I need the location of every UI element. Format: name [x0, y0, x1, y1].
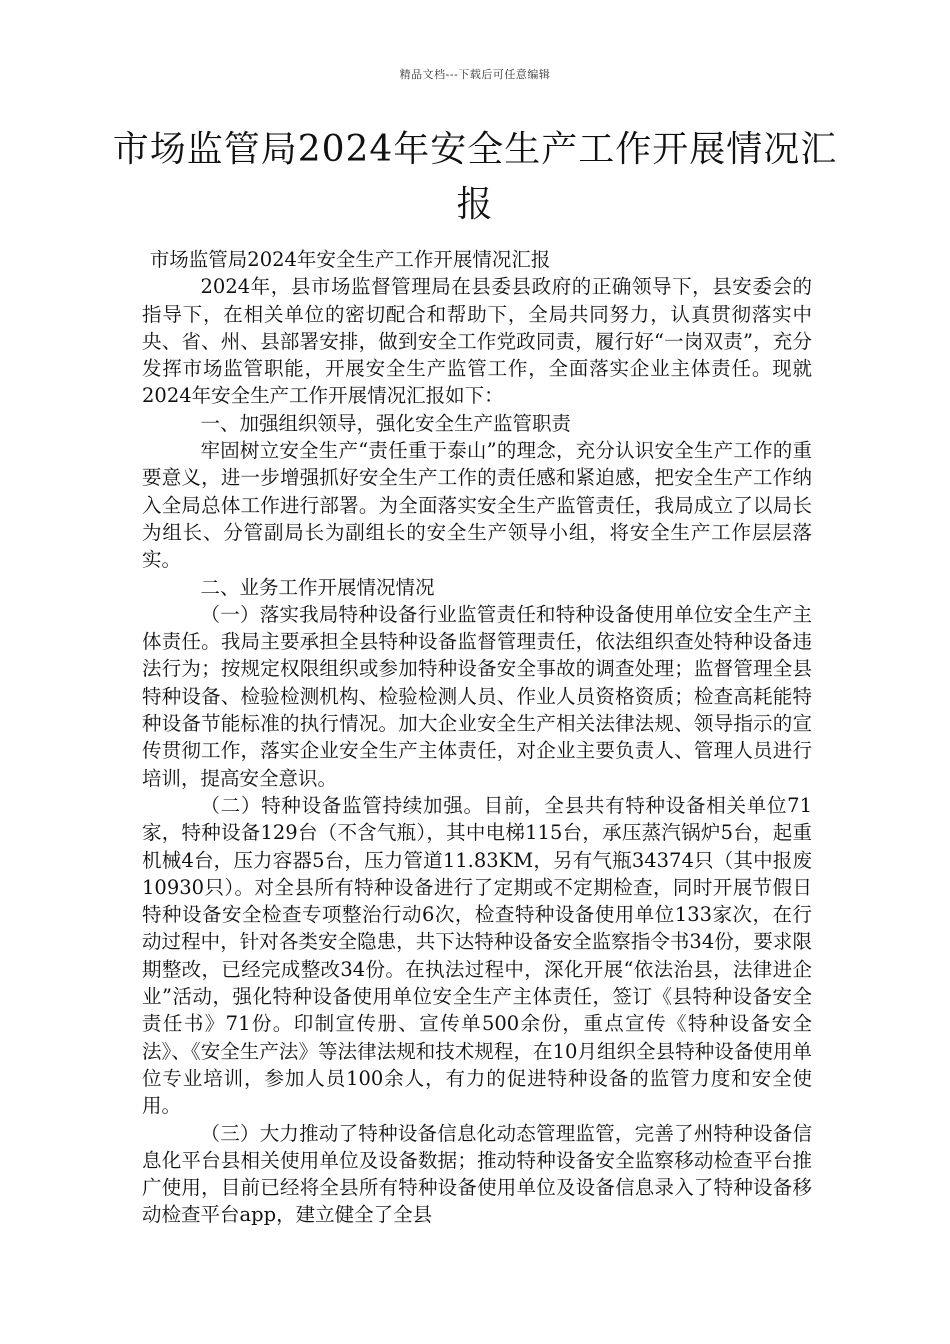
header-note: 精品文档---下载后可任意编辑	[399, 68, 551, 81]
section-heading-1: 一、加强组织领导，强化安全生产监管职责	[200, 411, 572, 435]
document-subtitle: 市场监管局2024年安全生产工作开展情况汇报	[149, 248, 551, 271]
paragraph-section-1: 牢固树立安全生产“责任重于泰山”的理念，充分认识安全生产工作的重要意义，进一步增强抓好安全生产工作的责任感和紧迫感，把安全生产工作纳入全局总体工作进行部署。为全面落实安全生产监管责任，我局成立了以局长为组长、分管副局长为副组长的安全生产领导小组，将安全生产工作层层落实。	[142, 439, 812, 572]
document-title: 市场监管局2024年安全生产工作开展情况汇报	[112, 129, 838, 225]
paragraph-intro: 2024年，县市场监督管理局在县委县政府的正确领导下，县安委会的指导下，在相关单位的密切配合和帮助下，全局共同努力，认真贯彻落实中央、省、州、县部署安排，做到安全工作党政同责，履行好“一岗双责”，充分发挥市场监管职能，开展安全生产监管工作，全面落实企业主体责任。现就2024年安全生产工作开展情况汇报如下：	[142, 275, 812, 408]
paragraph-item-1: （一）落实我局特种设备行业监管责任和特种设备使用单位安全生产主体责任。我局主要承担全县特种设备监督管理责任，依法组织查处特种设备违法行为；按规定权限组织或参加特种设备安全事故的调查处理；监督管理全县特种设备、检验检测机构、检验检测人员、作业人员资格资质；检查高耗能特种设备节能标准的执行情况。加大企业安全生产相关法律法规、领导指示的宣传贯彻工作，落实企业安全生产主体责任，对企业主要负责人、管理人员进行培训，提高安全意识。	[142, 602, 812, 790]
paragraph-item-2: （二）特种设备监管持续加强。目前，全县共有特种设备相关单位71家，特种设备129台（不含气瓶），其中电梯115台，承压蒸汽锅炉5台，起重机械4台，压力容器5台，压力管道11.83KM，另有气瓶34374只（其中报废10930只）。对全县所有特种设备进行了定期或不定期检查，同时开展节假日特种设备安全检查专项整治行动6次，检查特种设备使用单位133家次，在行动过程中，针对各类安全隐患，共下达特种设备安全监察指令书34份，要求限期整改，已经完成整改34份。在执法过程中，深化开展“依法治县，法律进企业”活动，强化特种设备使用单位安全生产主体责任，签订《县特种设备安全责任书》71份。印制宣传册、宣传单500余份，重点宣传《特种设备安全法》、《安全生产法》等法律法规和技术规程，在10月组织全县特种设备使用单位专业培训，参加人员100余人，有力的促进特种设备的监管力度和安全使用。	[142, 793, 812, 1118]
section-heading-2: 二、业务工作开展情况情况	[200, 575, 435, 599]
document-body	[142, 246, 812, 1229]
paragraph-item-3: （三）大力推动了特种设备信息化动态管理监管，完善了州特种设备信息化平台县相关使用单位及设备数据；推动特种设备安全监察移动检查平台推广使用，目前已经将全县所有特种设备使用单位及设备信息录入了特种设备移动检查平台app，建立健全了全县	[142, 1121, 812, 1227]
